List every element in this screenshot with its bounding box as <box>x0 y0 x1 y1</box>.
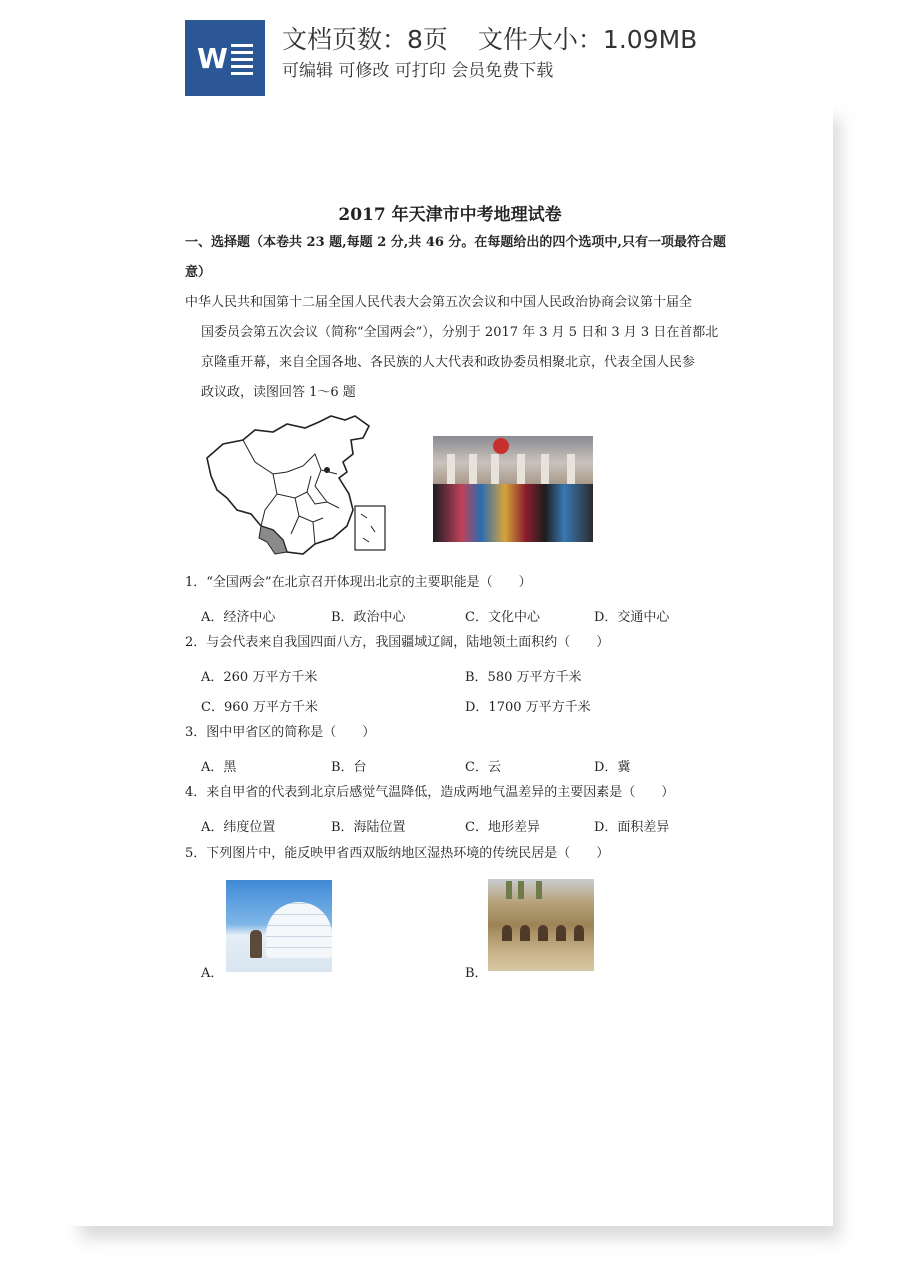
word-document-icon <box>185 20 265 96</box>
q2-option-b: B．580 万平方千米 <box>465 670 582 685</box>
q3-option-a: A．黑 <box>201 760 237 775</box>
q4-option-b: B．海陆位置 <box>331 820 406 835</box>
intro-line-2: 国委员会第五次会议（简称“全国两会”），分别于 2017 年 3 月 5 日和 3 月 3 日在首都北 <box>201 325 719 340</box>
q4-option-d: D．面积差异 <box>594 820 670 835</box>
q2-stem: 2．与会代表来自我国四面八方，我国疆域辽阔，陆地领土面积约（ ） <box>185 635 610 650</box>
q5-option-a-label: A． <box>201 966 224 981</box>
q1-option-d: D．交通中心 <box>594 610 670 625</box>
download-banner <box>0 0 900 96</box>
q2-option-d: D．1700 万平方千米 <box>465 700 591 715</box>
q1-option-c: C．文化中心 <box>465 610 540 625</box>
banner-features: 可编辑 可修改 可打印 会员免费下载 <box>282 61 554 81</box>
q5-option-b-label: B． <box>465 966 488 981</box>
china-map-figure <box>203 414 393 560</box>
intro-line-3: 京隆重开幕，来自全国各地、各民族的人大代表和政协委员相聚北京，代表全国人民参 <box>201 355 696 370</box>
q4-stem: 4．来自甲省的代表到北京后感觉气温降低，造成两地气温差异的主要因素是（ ） <box>185 785 675 800</box>
q4-option-a: A．纬度位置 <box>201 820 276 835</box>
q1-option-b: B．政治中心 <box>331 610 406 625</box>
igloo-person <box>250 930 262 958</box>
igloo-photo <box>226 880 332 972</box>
q3-option-d: D．冀 <box>594 760 631 775</box>
q3-option-c: C．云 <box>465 760 501 775</box>
intro-line-1: 中华人民共和国第十二届全国人民代表大会第五次会议和中国人民政治协商会议第十届全 <box>185 295 693 310</box>
q3-stem: 3．图中甲省区的简称是（ ） <box>185 725 376 740</box>
national-emblem-icon <box>493 438 509 454</box>
cave-dwelling-photo <box>488 879 594 971</box>
q1-stem: 1．“全国两会”在北京召开体现出北京的主要职能是（ ） <box>185 575 532 590</box>
section-heading-line1: 一、选择题（本卷共 23 题,每题 2 分,共 46 分。在每题给出的四个选项中,只有一项最符合题 <box>185 235 726 250</box>
delegates-crowd <box>433 484 593 542</box>
word-icon-lines <box>231 44 253 79</box>
banner-file-info <box>282 20 697 56</box>
igloo-dome <box>266 902 332 958</box>
document-page <box>67 96 833 1226</box>
file-size: 文件大小：1.09MB <box>477 25 698 54</box>
page-count: 文档页数：8页 <box>282 25 448 54</box>
two-sessions-photo <box>433 436 593 542</box>
intro-line-4: 政议政，读图回答 1～6 题 <box>201 385 356 400</box>
section-heading-line2: 意） <box>185 265 212 280</box>
q2-option-c: C．960 万平方千米 <box>201 700 318 715</box>
word-icon-letter: W <box>197 42 228 75</box>
q2-option-a: A．260 万平方千米 <box>201 670 318 685</box>
exam-title: 2017 年天津市中考地理试卷 <box>338 205 562 225</box>
q1-option-a: A．经济中心 <box>201 610 276 625</box>
q4-option-c: C．地形差异 <box>465 820 540 835</box>
q5-stem: 5．下列图片中，能反映甲省西双版纳地区湿热环境的传统民居是（ ） <box>185 846 610 861</box>
q3-option-b: B．台 <box>331 760 367 775</box>
